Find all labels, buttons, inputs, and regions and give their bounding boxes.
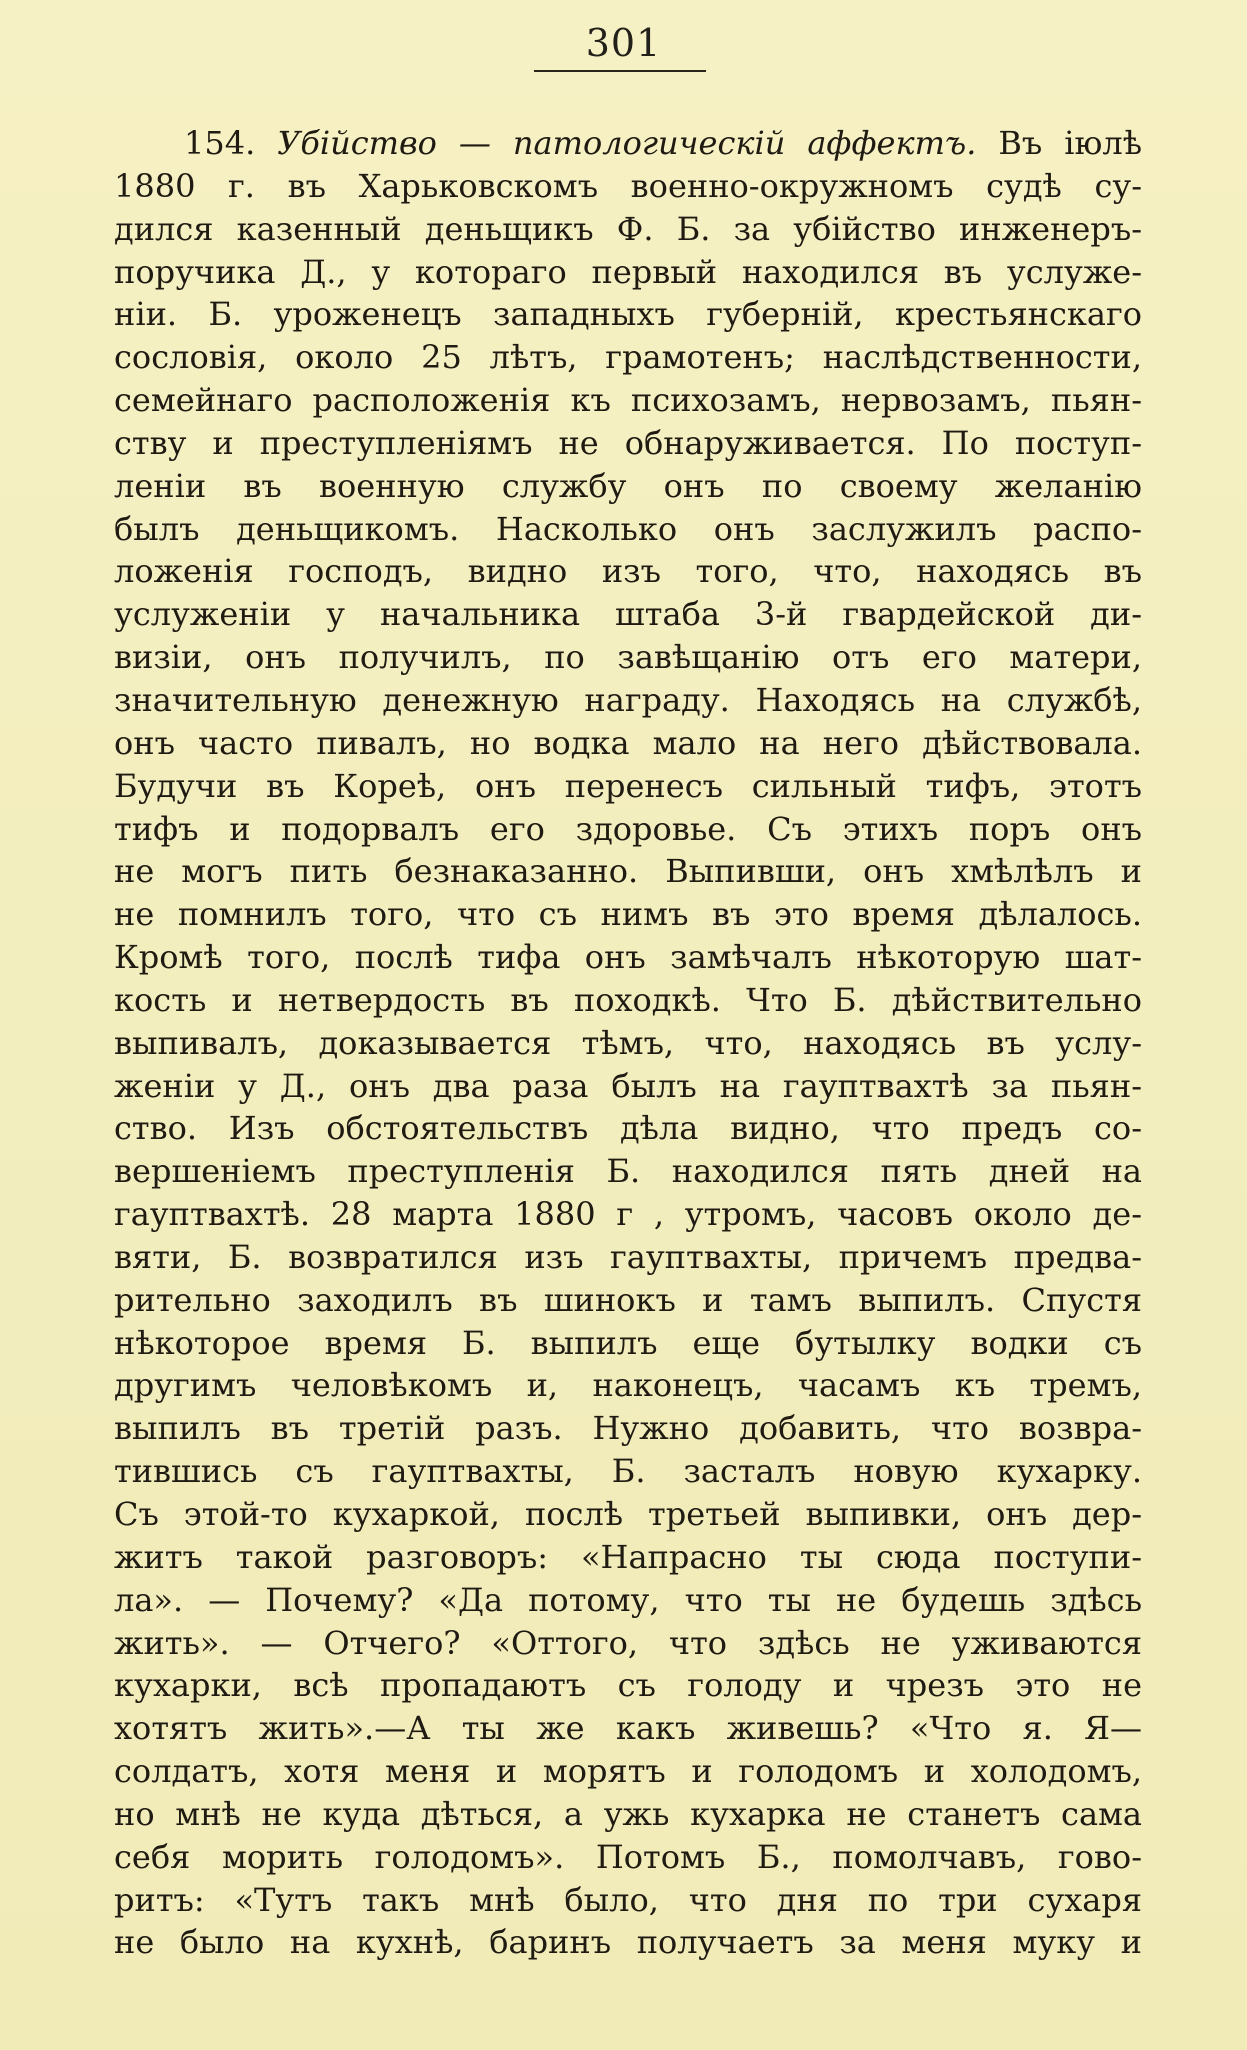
text-line — [114, 1879, 1142, 1922]
article-heading-tail: Въ іюлѣ — [998, 124, 1142, 162]
text-line-content: Будучи въ Кореѣ, онъ перенесъ сильный тифъ, этотъ — [114, 766, 1142, 805]
text-line — [114, 208, 1142, 251]
text-line-content: ложенія господъ, видно изъ того, что, находясь въ — [114, 552, 1142, 591]
text-line — [114, 422, 1142, 465]
text-line-content: ство. Изъ обстоятельствъ дѣла видно, что предъ со- — [114, 1109, 1142, 1148]
article-heading-line — [114, 122, 1142, 165]
article-number: 154. — [184, 124, 256, 162]
page-number: 301 — [585, 21, 662, 65]
text-line-content: кухарки, всѣ пропадаютъ съ голоду и чрезъ это не — [114, 1666, 1142, 1705]
text-line-content: себя морить голодомъ». Потомъ Б., помолчавъ, гово- — [114, 1837, 1142, 1876]
text-line — [114, 765, 1142, 808]
text-line — [114, 251, 1142, 294]
text-line — [114, 1407, 1142, 1450]
text-line — [114, 1322, 1142, 1365]
text-line-content: солдатъ, хотя меня и морятъ и голодомъ и холодомъ, — [114, 1752, 1142, 1791]
text-line — [114, 508, 1142, 551]
text-line — [114, 336, 1142, 379]
text-line-content: ніи. Б. уроженецъ западныхъ губерній, крестьянскаго — [114, 295, 1142, 334]
text-line-content: Кромѣ того, послѣ тифа онъ замѣчалъ нѣкоторую шат- — [114, 938, 1142, 977]
text-line — [114, 1236, 1142, 1279]
text-line-content: житъ такой разговоръ: «Напрасно ты сюда поступи- — [114, 1537, 1142, 1576]
text-line-content: гауптвахтѣ. 28 марта 1880 г , утромъ, часовъ около де- — [114, 1195, 1142, 1234]
text-line — [114, 1022, 1142, 1065]
text-line-content: услуженіи у начальника штаба 3-й гвардейской ди- — [114, 595, 1142, 634]
text-line — [114, 1579, 1142, 1622]
text-line-content: ритъ: «Тутъ такъ мнѣ было, что дня по три сухаря — [114, 1880, 1142, 1919]
text-line-content: жить». — Отчего? «Оттого, что здѣсь не уживаются — [114, 1623, 1142, 1662]
text-line-content: ла». — Почему? «Да потому, что ты не будешь здѣсь — [114, 1580, 1142, 1619]
text-line-content: семейнаго расположенія къ психозамъ, нервозамъ, пьян- — [114, 381, 1142, 420]
text-line-content: выпилъ въ третій разъ. Нужно добавить, что возвра- — [114, 1409, 1142, 1448]
text-line-content: значительную денежную награду. Находясь на службѣ, — [114, 680, 1142, 719]
text-line — [114, 1536, 1142, 1579]
text-line-content: кость и нетвердость въ походкѣ. Что Б. дѣйствительно — [114, 980, 1142, 1019]
text-line — [114, 593, 1142, 636]
text-line — [114, 1364, 1142, 1407]
text-line — [114, 636, 1142, 679]
text-line-content: Съ этой-то кухаркой, послѣ третьей выпивки, онъ дер- — [114, 1495, 1142, 1533]
text-line — [114, 893, 1142, 936]
text-line-content: не помнилъ того, что съ нимъ въ это время дѣлалось. — [114, 895, 1142, 934]
text-line-content: не могъ пить безнаказанно. Выпивши, онъ хмѣлѣлъ и — [114, 852, 1142, 891]
text-line-content: не было на кухнѣ, баринъ получаетъ за меня муку и — [114, 1923, 1142, 1962]
text-line — [114, 1279, 1142, 1322]
text-line — [114, 1150, 1142, 1193]
text-line-content: леніи въ военную службу онъ по своему желанію — [114, 466, 1142, 505]
text-line — [114, 679, 1142, 722]
text-line-content: дился казенный деньщикъ Ф. Б. за убійство инженеръ- — [114, 209, 1142, 248]
text-line — [114, 165, 1142, 208]
text-line — [114, 465, 1142, 508]
text-line — [114, 850, 1142, 893]
text-line-content: ству и преступленіямъ не обнаруживается. По поступ- — [114, 423, 1142, 462]
article-text — [114, 122, 1142, 1964]
text-line — [114, 1622, 1142, 1665]
text-line-content: женіи у Д., онъ два раза былъ на гауптвахтѣ за пьян- — [114, 1066, 1142, 1105]
text-line — [114, 1793, 1142, 1836]
text-line — [114, 1193, 1142, 1236]
text-line — [114, 979, 1142, 1022]
text-line-content: рительно заходилъ въ шинокъ и тамъ выпилъ. Спустя — [114, 1280, 1142, 1319]
text-line — [114, 1707, 1142, 1750]
text-line-content: выпивалъ, доказывается тѣмъ, что, находясь въ услу- — [114, 1023, 1142, 1062]
text-line-content: другимъ человѣкомъ и, наконецъ, часамъ къ тремъ, — [114, 1366, 1142, 1405]
text-line-content: тифъ и подорвалъ его здоровье. Съ этихъ поръ онъ — [114, 809, 1142, 848]
text-line-content: визіи, онъ получилъ, по завѣщанію отъ его матери, — [114, 638, 1142, 677]
text-line — [114, 550, 1142, 593]
text-line — [114, 1107, 1142, 1150]
text-line — [114, 1664, 1142, 1707]
text-line — [114, 722, 1142, 765]
text-line-content: тившись съ гауптвахты, Б. засталъ новую кухарку. — [114, 1452, 1142, 1491]
article-heading: Убійство — патологическій аффектъ. — [277, 124, 977, 162]
text-line-content: но мнѣ не куда дѣться, а ужь кухарка не станетъ сама — [114, 1794, 1142, 1833]
text-line — [114, 1493, 1142, 1536]
text-line — [114, 1836, 1142, 1879]
text-line — [114, 1450, 1142, 1493]
text-line — [114, 379, 1142, 422]
text-line-content: 1880 г. въ Харьковскомъ военно-окружномъ судѣ су- — [114, 166, 1142, 205]
text-line-content: былъ деньщикомъ. Насколько онъ заслужилъ распо- — [114, 509, 1142, 548]
text-line-content: хотятъ жить».—А ты же какъ живешь? «Что я. Я— — [114, 1709, 1142, 1748]
text-line-content: онъ часто пивалъ, но водка мало на него дѣйствовала. — [114, 723, 1142, 762]
text-line — [114, 808, 1142, 851]
text-line — [114, 1065, 1142, 1108]
text-line — [114, 936, 1142, 979]
text-line-content: поручика Д., у котораго первый находился въ услуже- — [114, 252, 1142, 291]
page-number-rule — [534, 70, 706, 72]
text-line — [114, 1921, 1142, 1964]
text-line-content: вершеніемъ преступленія Б. находился пять дней на — [114, 1152, 1142, 1191]
text-line-content: вяти, Б. возвратился изъ гауптвахты, причемъ предва- — [114, 1237, 1142, 1276]
text-line — [114, 1750, 1142, 1793]
article-body — [114, 165, 1142, 1964]
text-line-content: нѣкоторое время Б. выпилъ еще бутылку водки съ — [114, 1323, 1142, 1362]
text-line — [114, 293, 1142, 336]
text-line-content: сословія, около 25 лѣтъ, грамотенъ; наслѣдственности, — [114, 338, 1142, 377]
